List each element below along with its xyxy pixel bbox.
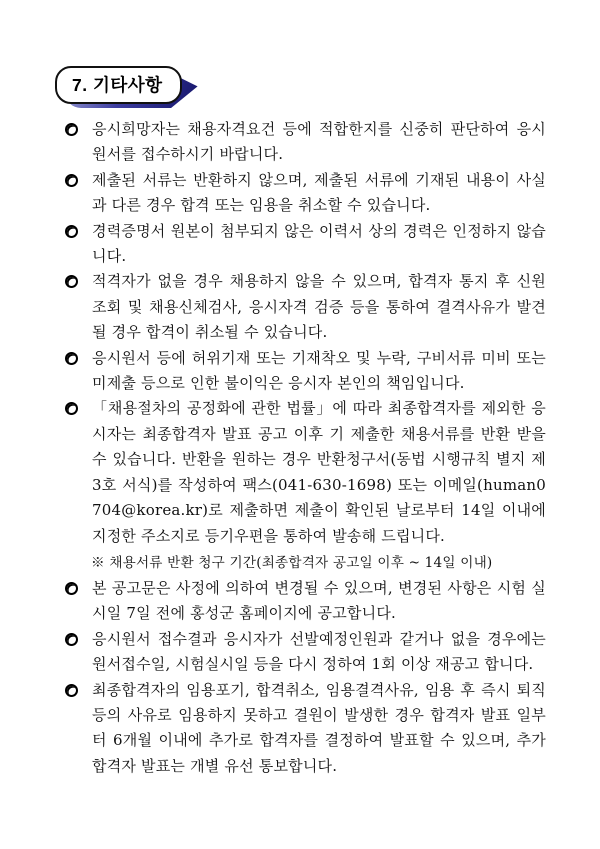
bullet-text: 응시원서 등에 허위기재 또는 기재착오 및 누락, 구비서류 미비 또는 미제출 등으로 인한 불이익은 응시자 본인의 책임입니다. [92, 348, 546, 393]
list-item [57, 627, 546, 678]
list-item [57, 219, 546, 270]
circle-bullet-icon [65, 402, 78, 415]
circle-bullet-icon [65, 225, 78, 238]
reference-note: ※ 채용서류 반환 청구 기간(최종합격자 공고일 이후 ~ 14일 이내) [91, 554, 493, 571]
section-title: 7. 기타사항 [55, 66, 182, 104]
bullet-text: 「채용절차의 공정화에 관한 법률」에 따라 최종합격자를 제외한 응시자는 최종합격자 발표 공고 이후 기 제출한 채용서류를 반환 받을 수 있습니다. 반환을 원하는 경우 반환청구서(동법 시행규칙 별지 제3호 서식)를 작성하여 팩스(041-630-1698) 또는 이메일(human0704@korea.kr)로 제출하면 제출이 확인된 날로부터 14일 이내에 지정한 주소지로 등기우편을 통하여 발송해 드립니다. [92, 399, 546, 545]
bullet-text: 경력증명서 원본이 첨부되지 않은 이력서 상의 경력은 인정하지 않습니다. [92, 221, 546, 266]
circle-bullet-icon [65, 582, 78, 595]
circle-bullet-icon [65, 174, 78, 187]
list-item [57, 269, 546, 345]
bullet-text: 제출된 서류는 반환하지 않으며, 제출된 서류에 기재된 내용이 사실과 다른 경우 합격 또는 임용을 취소할 수 있습니다. [92, 170, 546, 215]
bullet-text: 응시원서 접수결과 응시자가 선발예정인원과 같거나 없을 경우에는 원서접수일, 시험실시일 등을 다시 정하여 1회 이상 재공고 합니다. [92, 629, 546, 674]
bullet-list [57, 117, 546, 779]
circle-bullet-icon [65, 684, 78, 697]
circle-bullet-icon [65, 123, 78, 136]
bullet-text: 최종합격자의 임용포기, 합격취소, 임용결격사유, 임용 후 즉시 퇴직 등의 사유로 임용하지 못하고 결원이 발생한 경우 합격자 발표 일부터 6개월 이내에 추가로 합격자를 결정하여 발표할 수 있으며, 추가합격자 발표는 개별 유선 통보합니다. [92, 680, 546, 775]
list-item [57, 576, 546, 627]
circle-bullet-icon [65, 633, 78, 646]
list-item [57, 117, 546, 168]
bullet-text: 적격자가 없을 경우 채용하지 않을 수 있으며, 합격자 통지 후 신원 조회 및 채용신체검사, 응시자격 검증 등을 통하여 결격사유가 발견될 경우 합격이 취소될 수 있습니다. [92, 272, 546, 342]
list-item [57, 678, 546, 780]
circle-bullet-icon [65, 275, 78, 288]
circle-bullet-icon [65, 352, 78, 365]
bullet-text: 본 공고문은 사정에 의하여 변경될 수 있으며, 변경된 사항은 시험 실시일 7일 전에 홍성군 홈페이지에 공고합니다. [92, 578, 546, 623]
list-item [57, 346, 546, 397]
section-header-badge [55, 66, 182, 104]
bullet-text: 응시희망자는 채용자격요건 등에 적합한지를 신중히 판단하여 응시원서를 접수하시기 바랍니다. [92, 120, 546, 164]
list-item [57, 168, 546, 219]
list-item [57, 396, 546, 548]
